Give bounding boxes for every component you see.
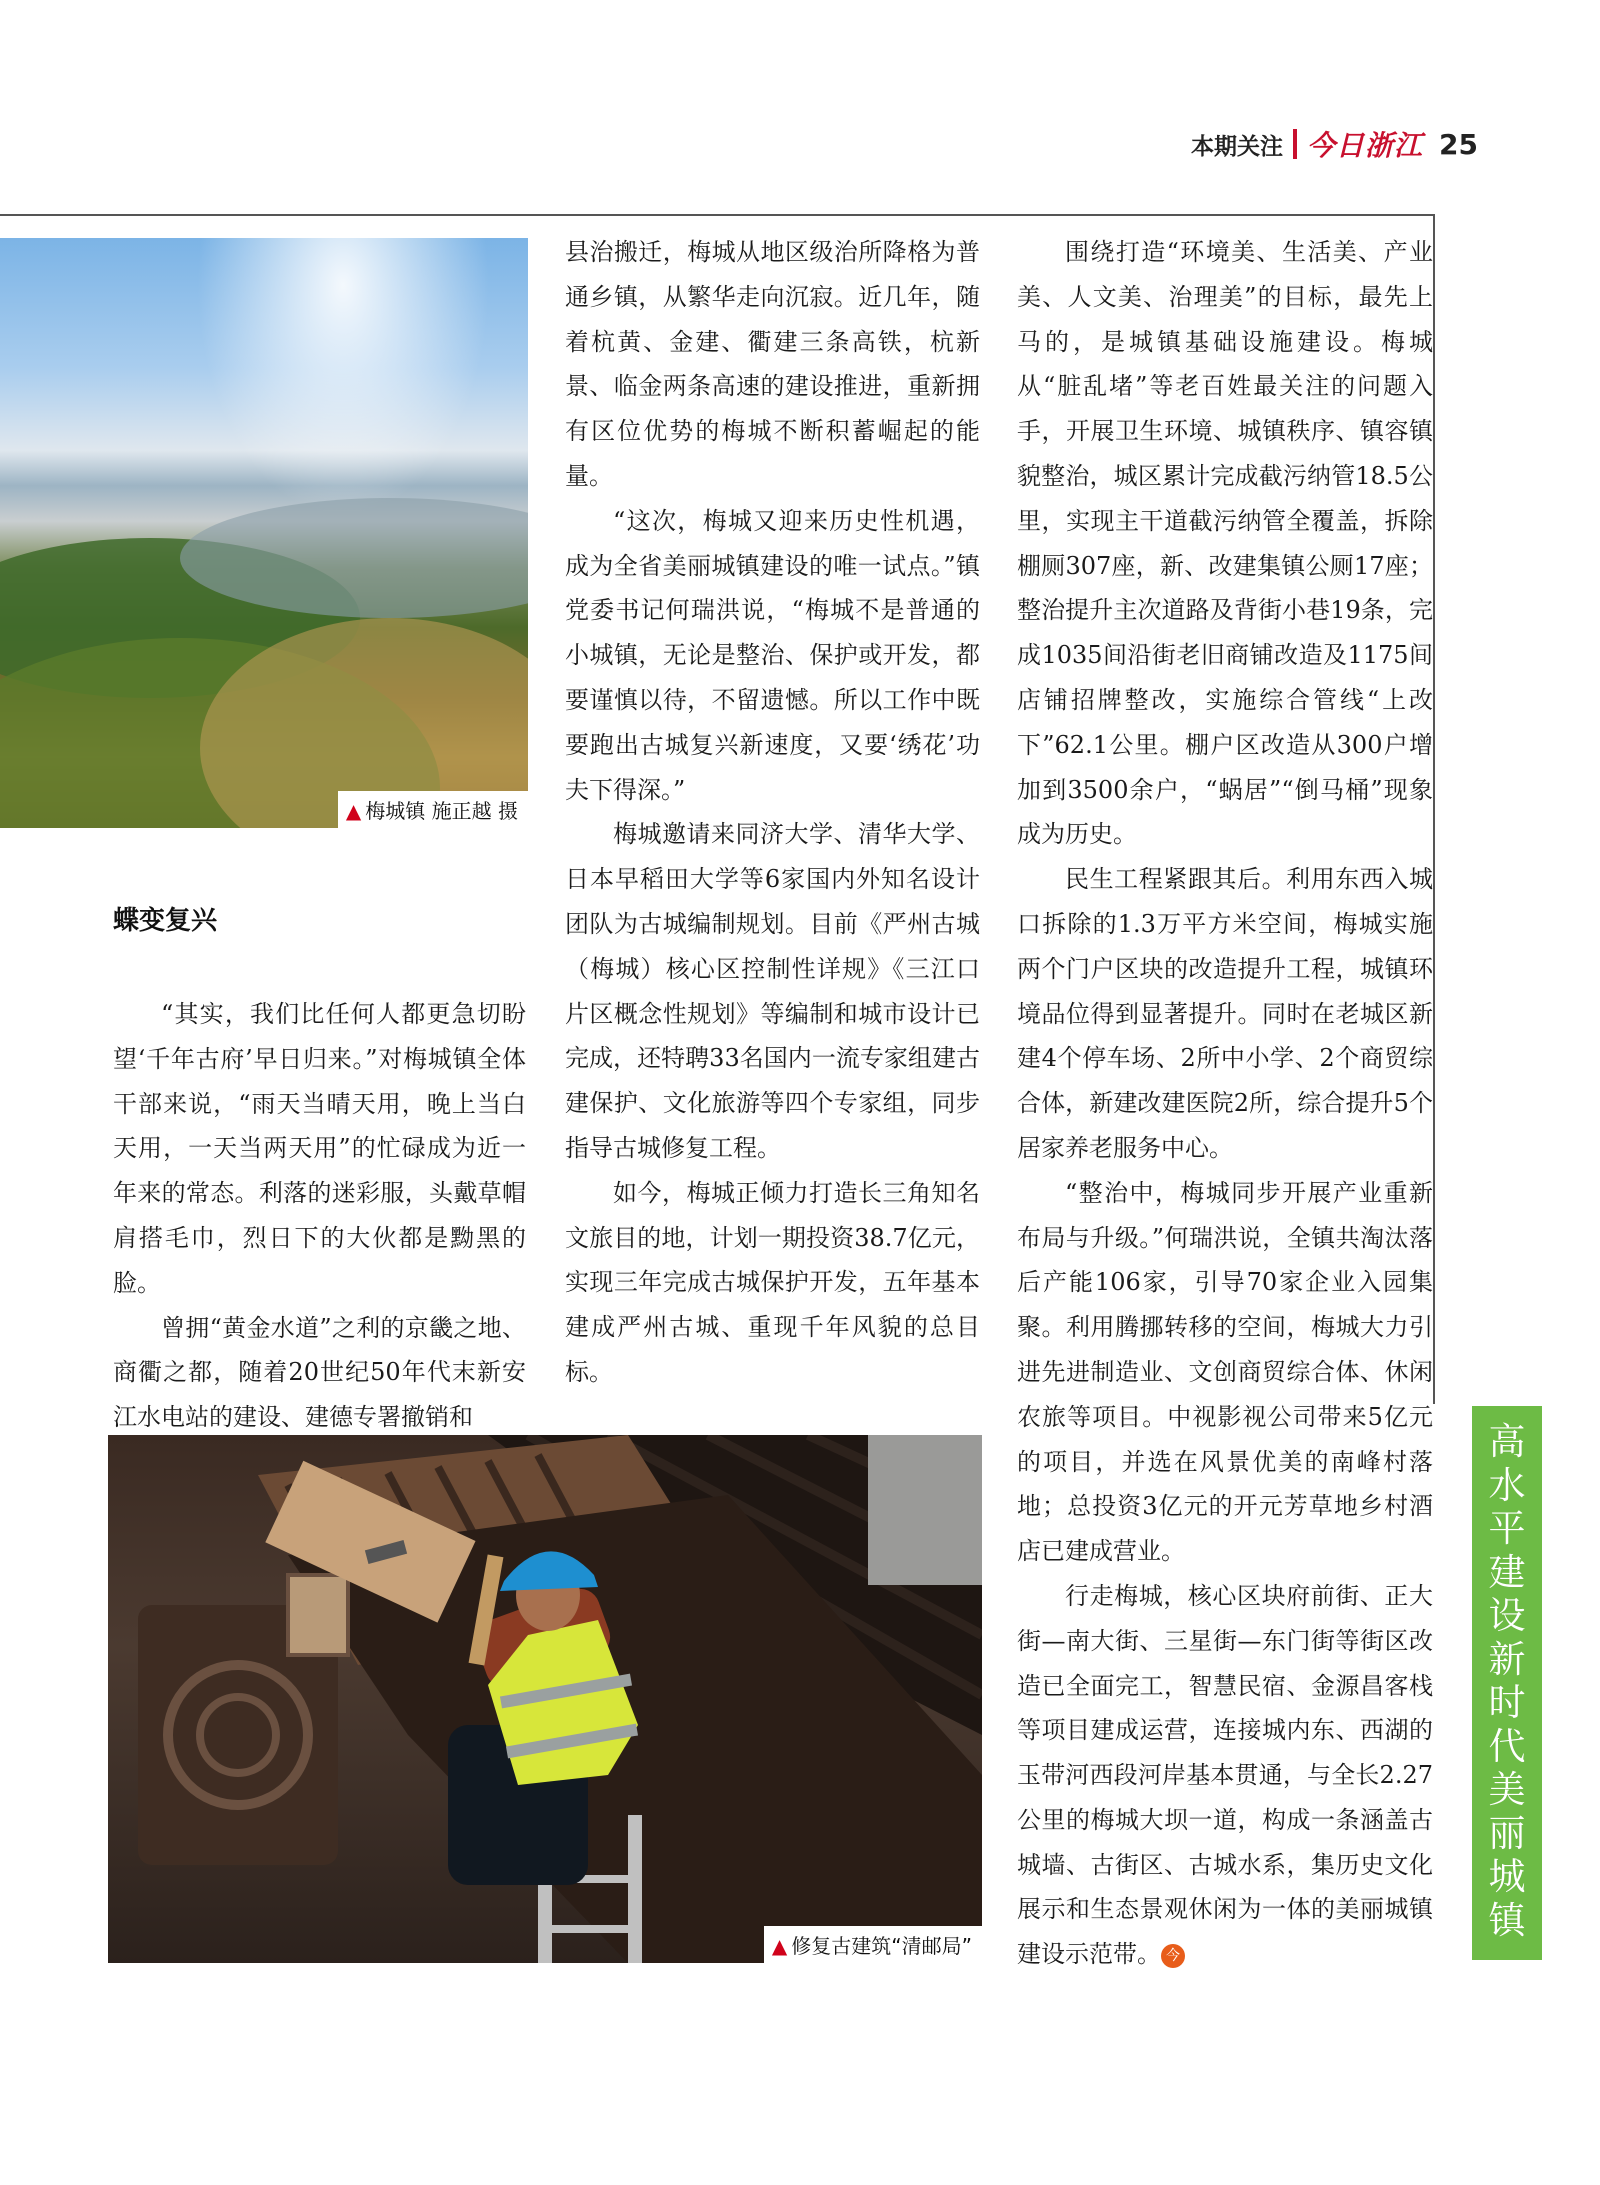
- caption-text: 修复古建筑“清邮局”: [791, 1934, 972, 1958]
- paragraph-text: 行走梅城，核心区块府前街、正大街—南大街、三星街—东门街等街区改造已全面完工，智慧民宿、金源昌客栈等项目建成运营，连接城内东、西湖的玉带河西段河岸基本贯通，与全长2.27公里的梅城大坝一道，构成一条涵盖古城墙、古街区、古城水系，集历史文化展示和生态景观休闲为一体的美丽城镇建设示范带。: [1017, 1581, 1433, 1969]
- paragraph: 县治搬迁，梅城从地区级治所降格为普通乡镇，从繁华走向沉寂。近几年，随着杭黄、金建、衢建三条高铁，杭新景、临金两条高速的建设推进，重新拥有区位优势的梅城不断积蓄崛起的能量。: [565, 238, 980, 490]
- paragraph: [1017, 1574, 1433, 1977]
- page-number: 25: [1439, 127, 1478, 161]
- paragraph: 曾拥“黄金水道”之利的京畿之地、商衢之都，随着20世纪50年代末新安江水电站的建设、建德专署撤销和: [113, 1313, 526, 1432]
- paragraph: 围绕打造“环境美、生活美、产业美、人文美、治理美”的目标，最先上马的，是城镇基础设施建设。梅城从“脏乱堵”等老百姓最关注的问题入手，开展卫生环境、城镇秩序、镇容镇貌整治，城区累计完成截污纳管18.5公里，实现主干道截污纳管全覆盖，拆除棚厕307座，新、改建集镇公厕17座；整治提升主次道路及背街小巷19条，完成1035间沿街老旧商铺改造及1175间店铺招牌整改，实施综合管线“上改下”62.1公里。棚户区改造从300户增加到3500余户，“蜗居”“倒马桶”现象成为历史。: [1017, 238, 1433, 849]
- paragraph: 民生工程紧跟其后。利用东西入城口拆除的1.3万平方米空间，梅城实施两个门户区块的改造提升工程，城镇环境品位得到显著提升。同时在老城区新建4个停车场、2所中小学、2个商贸综合体，新建改建医院2所，综合提升5个居家养老服务中心。: [1017, 865, 1433, 1162]
- text-column-3: [1017, 230, 1433, 1977]
- page-header: [1191, 122, 1478, 166]
- section-label: 本期关注: [1191, 133, 1284, 160]
- paragraph: 梅城邀请来同济大学、清华大学、日本早稻田大学等6家国内外知名设计团队为古城编制规划。目前《严州古城（梅城）核心区控制性详规》《三江口片区概念性规划》等编制和城市设计已完成，还特聘33名国内一流专家组建古建保护、文化旅游等四个专家组，同步指导古城修复工程。: [565, 820, 980, 1162]
- section-subhead: 蝶变复兴: [113, 906, 218, 936]
- paragraph: “整治中，梅城同步开展产业重新布局与升级。”何瑞洪说，全镇共淘汰落后产能106家，引导70家企业入园集聚。利用腾挪转移的空间，梅城大力引进先进制造业、文创商贸综合体、休闲农旅等项目。中视影视公司带来5亿元的项目，并选在风景优美的南峰村落地；总投资3亿元的开元芳草地乡村酒店已建成营业。: [1017, 1178, 1433, 1566]
- sidebar-char: 高: [1488, 1420, 1526, 1463]
- sidebar-char: 城: [1488, 1855, 1526, 1898]
- sidebar-char: 水: [1488, 1463, 1526, 1507]
- sidebar-char: 代: [1488, 1724, 1526, 1768]
- header-divider: [1293, 129, 1297, 159]
- right-rule: [1433, 214, 1435, 1404]
- text-column-2: [565, 230, 980, 1395]
- paragraph: “其实，我们比任何人都更急切盼望‘千年古府’早日归来。”对梅城镇全体干部来说，“雨天当晴天用，晚上当白天用，一天当两天用”的忙碌成为近一年来的常态。利落的迷彩服，头戴草帽肩搭毛巾，烈日下的大伙都是黝黑的脸。: [113, 1000, 526, 1297]
- photo-restoration-worker: [108, 1435, 982, 1963]
- photo-caption-top: [338, 791, 528, 828]
- sidebar-char: 时: [1488, 1681, 1526, 1724]
- magazine-logo: 今日浙江: [1307, 129, 1424, 162]
- restoration-illustration: [108, 1435, 982, 1963]
- sidebar-char: 新: [1488, 1637, 1526, 1681]
- topic-sidebar: [1472, 1406, 1542, 1960]
- photo-meicheng-town: [0, 238, 528, 828]
- photo-caption-bottom: [764, 1926, 982, 1963]
- sidebar-char: 镇: [1488, 1898, 1526, 1942]
- sidebar-char: 建: [1488, 1550, 1526, 1594]
- caption-marker: ▲: [771, 1934, 788, 1958]
- text-column-1: [113, 992, 526, 1440]
- sidebar-char: 丽: [1488, 1811, 1526, 1855]
- paragraph: “这次，梅城又迎来历史性机遇，成为全省美丽城镇建设的唯一试点。”镇党委书记何瑞洪说，“梅城不是普通的小城镇，无论是整治、保护或开发，都要谨慎以待，不留遗憾。所以工作中既要跑出古城复兴新速度，又要‘绣花’功夫下得深。”: [565, 506, 980, 804]
- sidebar-char: 平: [1488, 1507, 1526, 1550]
- paragraph: 如今，梅城正倾力打造长三角知名文旅目的地，计划一期投资38.7亿元，实现三年完成古城保护开发，五年基本建成严州古城、重现千年风貌的总目标。: [565, 1178, 980, 1386]
- sidebar-char: 美: [1488, 1768, 1526, 1811]
- caption-marker: ▲: [345, 799, 362, 823]
- caption-text: 梅城镇 施正越 摄: [365, 799, 518, 823]
- end-mark-icon: 今: [1161, 1944, 1185, 1968]
- sidebar-char: 设: [1488, 1594, 1526, 1637]
- top-rule: [0, 214, 1435, 216]
